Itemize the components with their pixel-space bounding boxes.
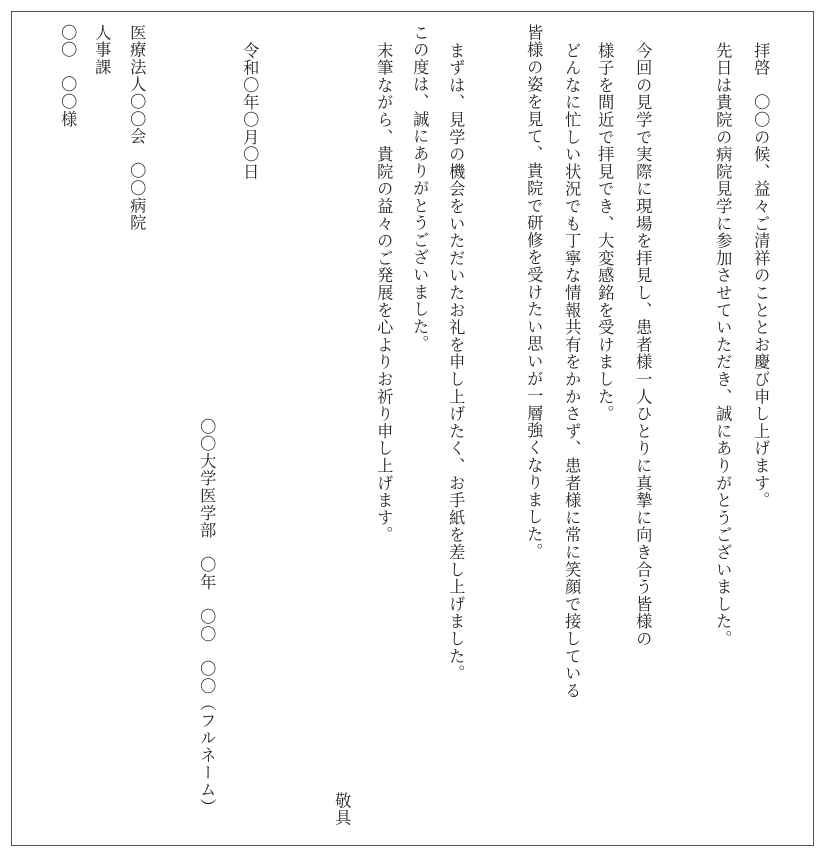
paragraph-3-line-2: 皆様の姿を見て、貴院で研修を受けたい思いが一層強くなりました。 xyxy=(524,24,544,561)
recipient-name: 〇〇 〇〇様 xyxy=(58,24,78,128)
paragraph-1-line-1: 先日は貴院の病院見学に参加させていただき、誠にありがとうございました。 xyxy=(713,42,733,648)
letter-date: 令和〇年〇月〇日 xyxy=(240,42,260,181)
recipient-department: 人事課 xyxy=(92,24,112,76)
closing-keigu: 敬具 xyxy=(332,792,352,827)
paragraph-5-line-1: 末筆ながら、貴院の益々のご発展を心よりお祈り申し上げます。 xyxy=(374,42,394,544)
paragraph-2-line-2: 様子を間近で拝見でき、大変感銘を受けました。 xyxy=(595,42,615,423)
paragraph-4-line-2: この度は、誠にありがとうございました。 xyxy=(410,24,430,353)
recipient-organization: 医療法人〇〇会 〇〇病院 xyxy=(127,24,147,232)
paragraph-3-line-1: どんなに忙しい状況でも丁寧な情報共有をかかさず、患者様に常に笑顔で接している xyxy=(562,42,582,700)
letter-opening: 拝啓 〇〇の候、益々ご清祥のこととお慶び申し上げます。 xyxy=(751,42,771,510)
paragraph-4-line-1: まずは、見学の機会をいただいたお礼を申し上げたく、お手紙を差し上げました。 xyxy=(446,42,466,683)
paragraph-2-line-1: 今回の見学で実際に現場を拝見し、患者様一人ひとりに真摯に向き合う皆様の xyxy=(633,42,653,648)
sender-line: 〇〇大学医学部 〇年 〇〇 〇〇（フルネーム） xyxy=(197,418,217,816)
